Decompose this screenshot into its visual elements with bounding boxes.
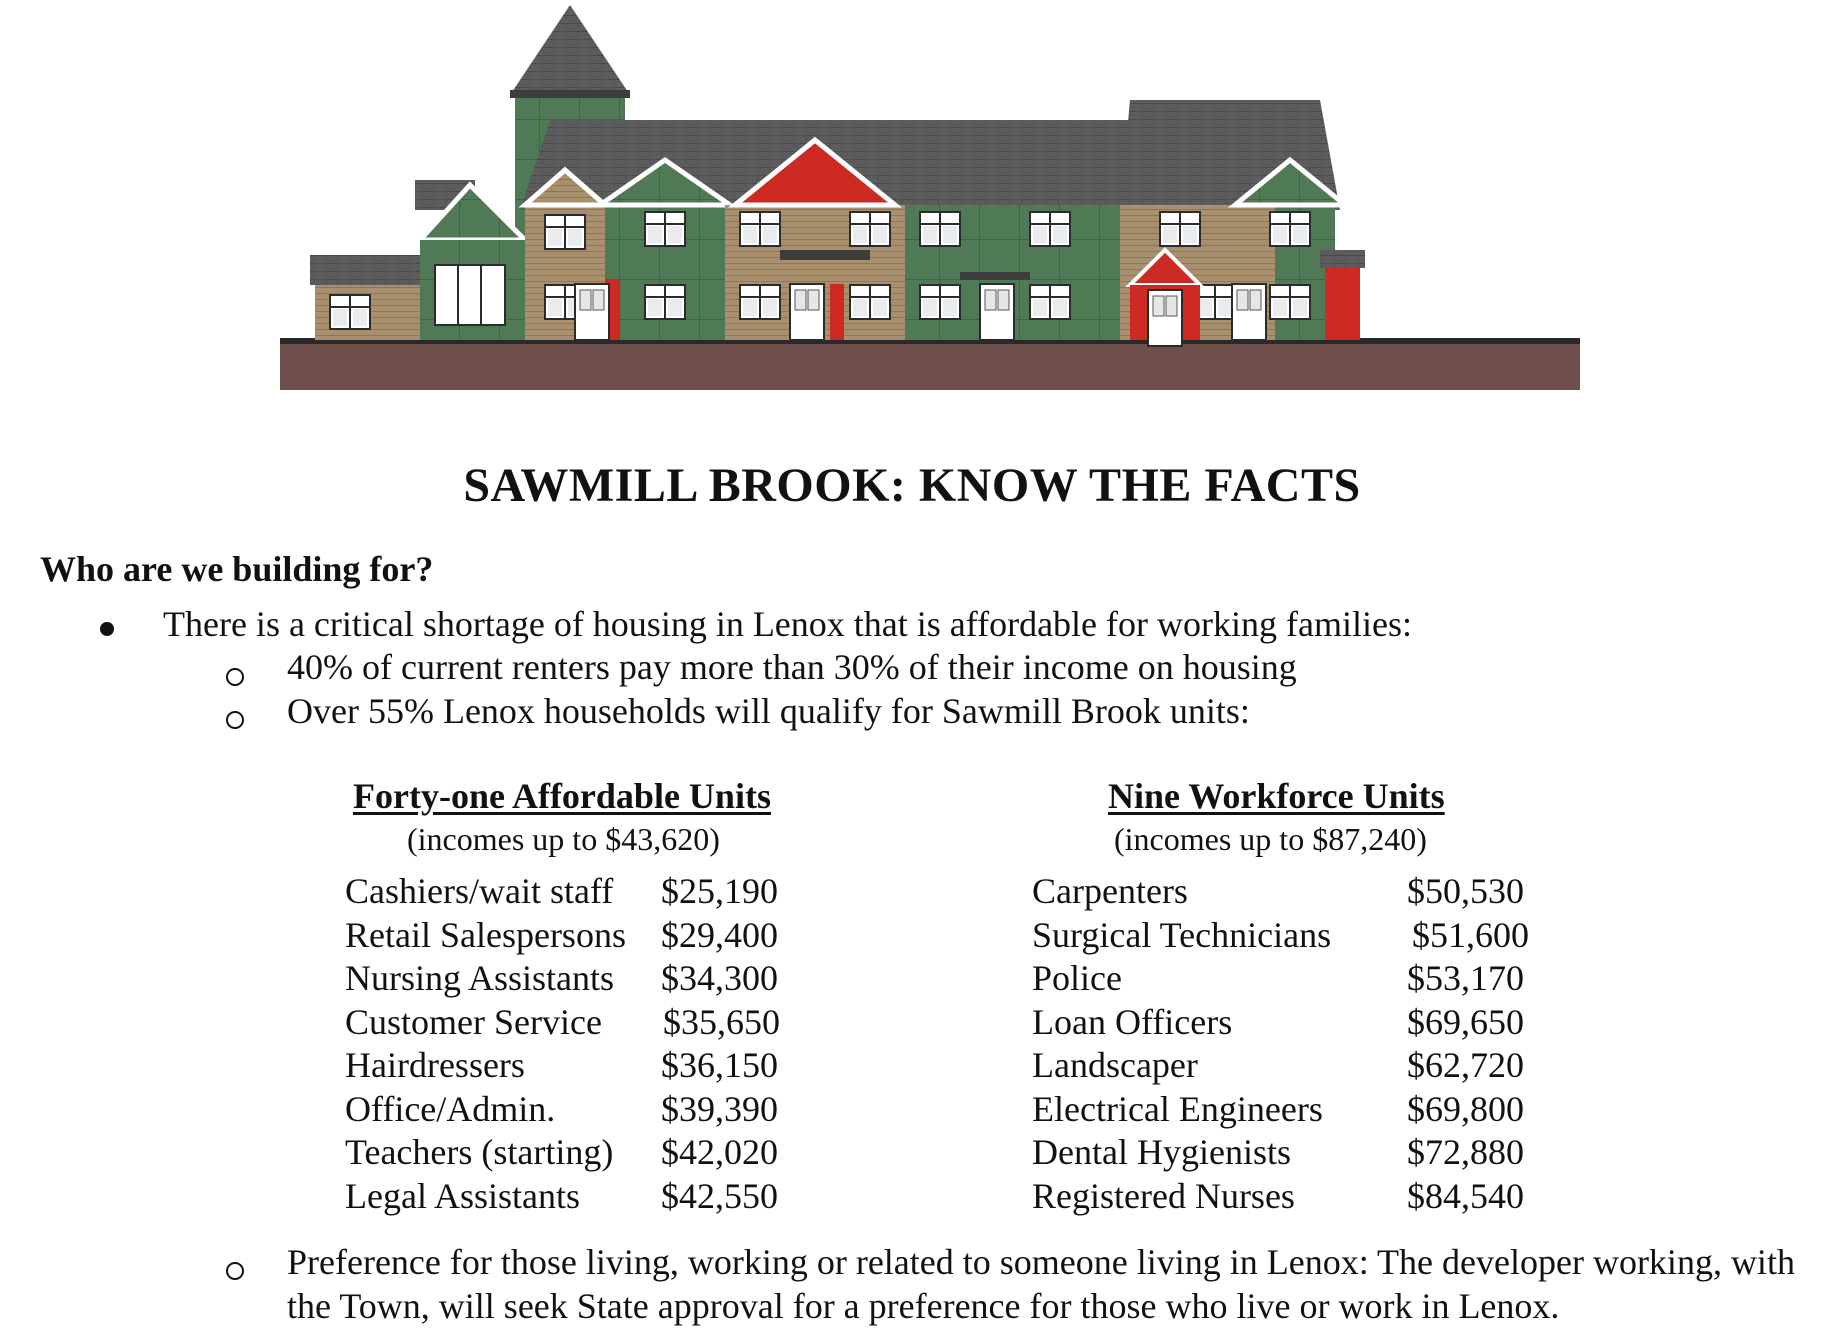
list-item	[1032, 1088, 1552, 1132]
occupation: Electrical Engineers	[1032, 1088, 1323, 1129]
workforce-occupation-list	[1032, 870, 1552, 1218]
occupation: Registered Nurses	[1032, 1175, 1295, 1216]
sub-bullet-marker	[226, 1262, 244, 1280]
workforce-units-subtitle: (incomes up to $87,240)	[1114, 821, 1427, 857]
affordable-units-title: Forty-one Affordable Units	[353, 776, 771, 816]
occupation: Hairdressers	[345, 1045, 525, 1085]
bullet-text: There is a critical shortage of housing in Lenox that is affordable for working families:	[163, 604, 1412, 644]
list-item	[345, 914, 795, 958]
list-item	[345, 1044, 795, 1088]
salary: $51,600	[1412, 914, 1529, 955]
occupation: Retail Salespersons	[345, 914, 626, 955]
sub-bullet-marker	[226, 711, 244, 729]
salary: $50,530	[1407, 871, 1524, 911]
salary: $42,020	[661, 1132, 778, 1172]
list-item	[1032, 1131, 1552, 1175]
list-item	[1032, 1175, 1552, 1219]
occupation: Surgical Technicians	[1032, 914, 1332, 955]
salary: $39,390	[661, 1088, 778, 1129]
salary: $36,150	[661, 1045, 778, 1085]
salary: $25,190	[661, 871, 778, 911]
list-item	[1032, 957, 1552, 1001]
occupation: Cashiers/wait staff	[345, 871, 614, 911]
building-elevation-illustration	[260, 0, 1600, 410]
workforce-units-title: Nine Workforce Units	[1108, 776, 1445, 816]
sub-bullet-text: 40% of current renters pay more than 30% of their income on housing	[287, 647, 1297, 687]
preference-text: Preference for those living, working or related to someone living in Lenox: The developer working, with the Town, will seek State approval for a preference for those who live or work in Lenox.	[287, 1242, 1795, 1326]
occupation: Nursing Assistants	[345, 958, 615, 998]
occupation: Legal Assistants	[345, 1175, 580, 1216]
occupation: Landscaper	[1032, 1045, 1198, 1085]
salary: $69,650	[1407, 1001, 1524, 1042]
section-heading: Who are we building for?	[40, 549, 434, 589]
list-item	[1032, 1044, 1552, 1088]
occupation: Office/Admin.	[345, 1088, 556, 1129]
salary: $69,800	[1407, 1088, 1524, 1129]
occupation: Carpenters	[1032, 871, 1188, 911]
salary: $53,170	[1407, 958, 1524, 998]
occupation: Teachers (starting)	[345, 1132, 614, 1172]
salary: $72,880	[1407, 1132, 1524, 1172]
affordable-occupation-list	[345, 870, 795, 1218]
sub-bullet-marker	[226, 668, 244, 686]
salary: $35,650	[663, 1001, 780, 1042]
affordable-units-subtitle: (incomes up to $43,620)	[407, 821, 720, 857]
salary: $34,300	[661, 958, 778, 998]
occupation: Police	[1032, 958, 1122, 998]
salary: $42,550	[661, 1175, 778, 1216]
list-item	[345, 1175, 795, 1219]
occupation: Dental Hygienists	[1032, 1132, 1291, 1172]
list-item	[345, 957, 795, 1001]
list-item	[345, 1131, 795, 1175]
list-item	[1032, 914, 1552, 958]
list-item	[1032, 1001, 1552, 1045]
list-item	[1032, 870, 1552, 914]
salary: $29,400	[661, 914, 778, 955]
list-item	[345, 870, 795, 914]
list-item	[345, 1088, 795, 1132]
page-title: SAWMILL BROOK: KNOW THE FACTS	[463, 459, 1361, 512]
sub-bullet-text: Over 55% Lenox households will qualify for Sawmill Brook units:	[287, 691, 1250, 731]
occupation: Customer Service	[345, 1001, 602, 1042]
salary: $62,720	[1407, 1045, 1524, 1085]
bullet-marker	[100, 622, 114, 636]
list-item	[345, 1001, 795, 1045]
salary: $84,540	[1407, 1175, 1524, 1216]
occupation: Loan Officers	[1032, 1001, 1233, 1042]
